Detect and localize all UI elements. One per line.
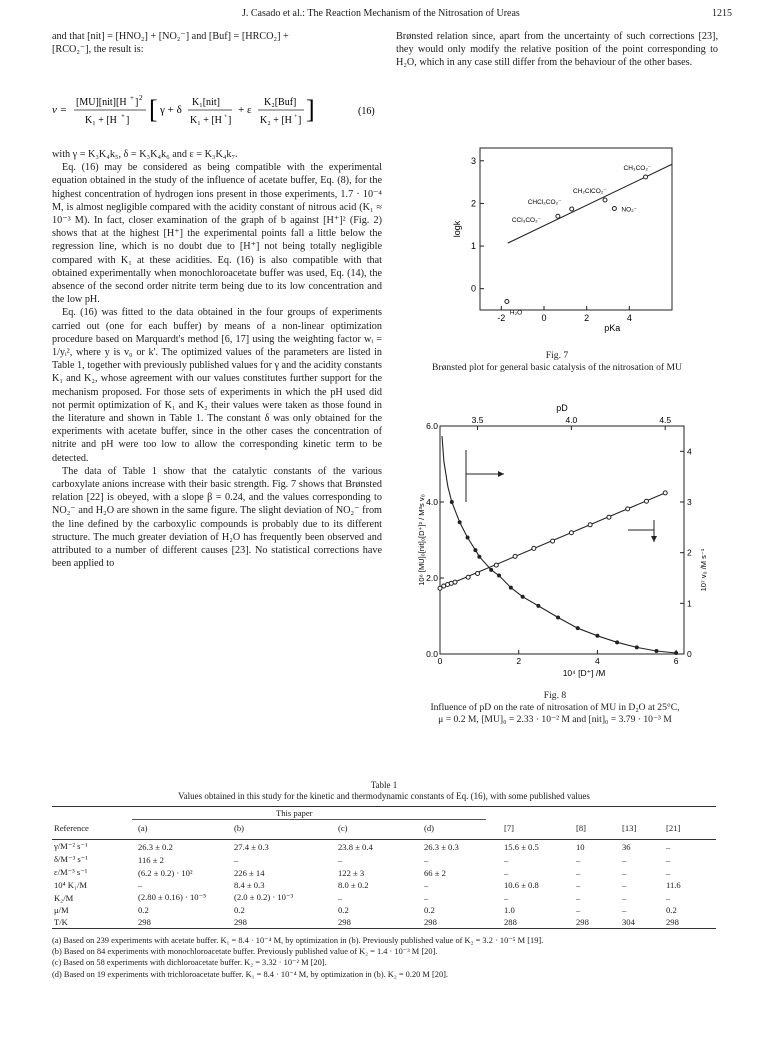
open-data-point	[438, 586, 442, 590]
svg-text:[: [	[149, 95, 158, 124]
table-cell: –	[576, 867, 581, 878]
figure-7-caption	[396, 350, 718, 374]
table-cell: 27.4 ± 0.3	[234, 841, 269, 852]
open-data-point	[476, 571, 480, 575]
left-axis-label: 10⁸ [MU]₀[nit]₀[D⁺]² / M³s v₀	[417, 494, 426, 586]
figure-7-bronsted-plot	[440, 142, 680, 342]
bottom-tick-label: 4	[595, 656, 600, 666]
svg-text:K₁[nit]: K₁[nit]	[192, 97, 220, 108]
table-header-cell: Reference	[52, 819, 136, 840]
arrow-head	[651, 536, 657, 542]
text-line: [RCO₂⁻], the result is:	[52, 44, 144, 56]
table-cell: –	[424, 854, 429, 865]
left-tick-label: 4.0	[426, 497, 438, 507]
equation-16	[52, 85, 382, 133]
table-1-caption-text: Values obtained in this study for the kinetic and thermodynamic constants of Eq. (16), with some published values	[178, 791, 590, 801]
table-header-cell: (a)	[136, 819, 232, 840]
filled-data-point	[595, 634, 599, 638]
table-cell: 304	[622, 917, 635, 927]
svg-text:]: ]	[135, 97, 139, 108]
table-cell: 298	[338, 917, 351, 927]
open-data-point	[494, 563, 498, 567]
table-cell: –	[424, 892, 429, 903]
table-cell: –	[576, 905, 581, 915]
filled-data-point	[635, 645, 639, 649]
arrow-head	[498, 471, 504, 477]
table-row	[52, 879, 716, 891]
table-cell: 298	[424, 917, 437, 927]
text-line: and that [nit] = [HNO₂] + [NO₂⁻] and [Buf] = [HRCO₂] +	[52, 31, 289, 42]
open-data-point	[626, 507, 630, 511]
filled-data-point	[509, 586, 513, 590]
left-tick-label: 2.0	[426, 573, 438, 583]
table-cell: 8.4 ± 0.3	[234, 880, 265, 890]
table-row	[52, 891, 716, 904]
table-header-cell: [8]	[574, 819, 620, 840]
equation-number: (16)	[358, 106, 375, 117]
table-cell: –	[622, 892, 627, 903]
table-cell: 10.6 ± 0.8	[504, 880, 539, 890]
table-cell: δ/M⁻³ s⁻¹	[54, 854, 88, 864]
table-row	[52, 853, 716, 866]
table-footnote: (b) Based on 84 experiments with monochloroacetate buffer. Previously published value of K₂ = 1.4 · 10⁻³ M [20].	[52, 947, 438, 957]
filled-data-point	[497, 573, 501, 577]
paragraph: The data of Table 1 show that the catalytic constants of the various carboxylate anions increase with their basic strength. Fig. 7 shows that Brønsted relation [22] is obeyed, with a slope β = 0.24, and the values corresponding to NO₂⁻ and H₂O are shown in the same figure. The slight deviation of NO₂⁻ from the line defined by the carboxylic compounds is probably due to its different structure. The much greater deviation of H₂O has frequently been observed and attributed to a number of different causes [23]. No statistical corrections have been applied to	[52, 465, 382, 570]
filled-data-point	[674, 651, 678, 655]
x-tick-label: 0	[541, 313, 547, 323]
table-row	[52, 904, 716, 916]
filled-data-point	[615, 640, 619, 644]
table-cell: –	[622, 905, 627, 915]
table-header-cell: (c)	[336, 819, 422, 840]
table-cell: 8.0 ± 0.2	[338, 880, 369, 890]
decay-curve	[442, 436, 676, 653]
svg-text:K₁ + [H: K₁ + [H	[190, 115, 222, 126]
open-data-point	[607, 515, 611, 519]
table-1-footnotes	[52, 935, 716, 980]
bottom-tick-label: 2	[516, 656, 522, 666]
table-cell: 0.2	[234, 905, 245, 915]
paragraph: Eq. (16) may be considered as being compatible with the experimental equation obtained in the study of the influence of acetate buffer, Eq. (8), for the highest concentration of hydrogen ions present in those experiments, 1.7 · 10⁻⁴ M, is almost negligible compared with the acidity constant of nitrous acid (K₁ ≈ 10⁻³ M). In fact, closer examination of the graph of b against [H⁺]² (Fig. 2) shows that at the highest [H⁺] the experimental points fall a little below the regression line, which is no doubt due to [H⁺] not being totally negligible compared with K₁ at these acidities. Eq. (16) is also compatible with that obtained experimentally when monochloroacetate buffer was used, Eq. (14), the absence of the second order nitrite term being due to its low concentration and the low pH.	[52, 162, 382, 306]
this-paper-label: This paper	[276, 808, 313, 818]
data-point	[570, 207, 574, 211]
right-tick-label: 2	[687, 547, 692, 558]
table-cell: –	[622, 867, 627, 878]
data-point	[603, 198, 607, 202]
table-cell: 36	[622, 841, 631, 852]
table-cell: 10	[576, 841, 585, 852]
table-cell: (2.0 ± 0.2) · 10⁻³	[234, 892, 294, 902]
top-tick-label: 3.5	[471, 415, 484, 425]
point-label: CH₃CO₂⁻	[623, 164, 652, 172]
bottom-tick-label: 0	[437, 656, 443, 666]
filled-data-point	[473, 548, 477, 552]
table-cell: 23.8 ± 0.4	[338, 841, 373, 852]
y-tick-label: 1	[470, 241, 476, 252]
table-cell: 0.2	[424, 905, 435, 915]
point-label: NO₂⁻	[621, 206, 638, 214]
table-cell: –	[666, 892, 671, 903]
open-data-point	[663, 491, 667, 495]
left-column-top	[52, 30, 382, 56]
point-label: CCl₃CO₂⁻	[511, 217, 542, 225]
open-data-point	[551, 539, 555, 543]
filled-data-point	[489, 568, 493, 572]
figure-8-caption	[380, 690, 730, 726]
table-cell: –	[504, 854, 509, 865]
x-tick-label: 4	[626, 313, 632, 323]
table-cell: –	[666, 841, 671, 852]
svg-text:+: +	[294, 114, 298, 120]
table-cell: –	[576, 880, 581, 890]
y-tick-label: 3	[470, 155, 476, 166]
left-tick-label: 6.0	[426, 421, 438, 431]
data-point	[644, 175, 648, 179]
right-tick-label: 3	[687, 497, 692, 507]
svg-text:]: ]	[228, 115, 232, 126]
top-tick-label: 4.0	[565, 415, 578, 425]
bottom-tick-label: 6	[673, 656, 679, 666]
svg-text:]: ]	[306, 95, 315, 124]
table-cell: 0.2	[338, 905, 349, 915]
table-cell: μ/M	[54, 905, 69, 915]
svg-text:K₂[Buf]: K₂[Buf]	[264, 97, 297, 108]
table-cell: –	[504, 867, 509, 878]
paragraph: Brønsted relation since, apart from the uncertainty of such corrections [23], they would only modify the relative position of the point corresponding to H₂O, which in any case still differ from the behaviour of the other bases.	[396, 31, 718, 69]
svg-text:K₂ + [H: K₂ + [H	[260, 115, 292, 126]
table-cell: T/K	[54, 917, 68, 927]
figure-8-caption-line: Influence of pD on the rate of nitrosation of MU in D₂O at 25°C,	[430, 702, 680, 713]
table-cell: ε/M⁻³ s⁻¹	[54, 867, 88, 877]
table-cell: K₂/M	[54, 892, 74, 903]
right-tick-label: 0	[687, 649, 692, 659]
table-header-row	[52, 819, 716, 840]
table-cell: 226 ± 14	[234, 867, 265, 878]
left-tick-label: 0.0	[426, 649, 438, 659]
table-cell: 26.3 ± 0.3	[424, 841, 459, 852]
svg-text:+: +	[130, 94, 134, 102]
filled-data-point	[466, 535, 470, 539]
table-header-cell: (b)	[232, 819, 336, 840]
table-cell: 66 ± 2	[424, 867, 446, 878]
svg-text:+: +	[224, 114, 228, 120]
open-data-point	[466, 575, 470, 579]
table-cell: 15.6 ± 0.5	[504, 841, 539, 852]
open-data-point	[453, 580, 457, 584]
filled-data-point	[556, 616, 560, 620]
bottom-axis-label: 10⁴ [D⁺] /M	[562, 668, 606, 678]
table-cell: –	[622, 854, 627, 865]
table-cell: –	[338, 892, 343, 903]
data-point	[505, 299, 509, 303]
table-footnote: (a) Based on 239 experiments with acetate buffer. K₁ = 8.4 · 10⁻⁴ M, by optimization in (b). Previously published value of K₂ = 3.2 · 10⁻⁵ M [19].	[52, 936, 544, 945]
svg-text:2: 2	[139, 94, 143, 102]
top-axis-label: pD	[556, 403, 568, 413]
table-cell: 288	[504, 917, 517, 927]
right-column-text	[396, 30, 718, 70]
table-cell: 298	[138, 917, 151, 927]
open-data-point	[569, 531, 573, 535]
table-footnote: (c) Based on 58 experiments with dichloroacetate buffer. K₂ = 3.32 · 10⁻² M [20].	[52, 958, 327, 968]
x-tick-label: -2	[497, 313, 506, 323]
table-1	[52, 806, 716, 980]
table-cell: 0.2	[138, 905, 149, 915]
point-label: CHCl₂CO₂⁻	[527, 198, 562, 206]
figure-8-label: Fig. 8	[543, 690, 567, 701]
figure-7-caption-text: Brønsted plot for general basic catalysis of the nitrosation of MU	[432, 362, 682, 373]
open-data-point	[644, 499, 648, 503]
table-cell: 298	[234, 917, 247, 927]
table-cell: –	[234, 854, 239, 865]
open-data-point	[532, 546, 536, 550]
filled-data-point	[450, 500, 454, 504]
table-cell: 116 ± 2	[138, 854, 164, 865]
table-1-caption	[52, 780, 716, 802]
point-label: CH₂ClCO₂⁻	[573, 188, 607, 196]
svg-text:+ ε: + ε	[238, 104, 252, 116]
filled-data-point	[521, 595, 525, 599]
right-axis-label: 10⁷ v₀ /M s⁻¹	[699, 548, 708, 592]
svg-text:v =: v =	[52, 104, 68, 116]
table-footnote: (d) Based on 19 experiments with trichloroacetate buffer. K₁ = 8.4 · 10⁻⁴ M, by optimization in (b). K₂ = 0.20 M [20].	[52, 969, 449, 979]
right-tick-label: 1	[687, 598, 692, 609]
y-axis-label: logk	[452, 220, 462, 238]
page-number: 1215	[712, 8, 732, 19]
table-cell: –	[138, 880, 143, 890]
data-point	[612, 207, 616, 211]
paragraph: Eq. (16) was fitted to the data obtained in the four groups of experiments carried out (one for each buffer) by means of a non-linear optimization procedure based on Marquardt's method [6, 17] using the weighting factor wᵢ = 1/yᵢ², where y is v₀ or k'. The optimized values of the parameters are listed in Table 1, together with previously published values for γ and the acidity constants K₁ and K₂, whose agreement with our values constitutes further support for the mechanism proposed. For those sets of experiments in which the pH used did not permit optimization of K₁ and K₂ their values were taken as those found in the literature and shown in Table 1. The constant δ was only obtained for the experiments with acetate buffer, since in the other cases the concentration of nitrite and pH were too low to allow the corresponding kinetic term to be detected.	[52, 307, 382, 464]
table-cell: –	[622, 880, 627, 890]
table-cell: γ/M⁻² s⁻¹	[54, 841, 88, 851]
table-1-grid	[52, 819, 716, 928]
table-header-cell: (d)	[422, 819, 502, 840]
table-row	[52, 866, 716, 879]
open-data-point	[588, 523, 592, 527]
table-header-cell: [13]	[620, 819, 664, 840]
x-axis-label: pKa	[604, 323, 621, 333]
point-label: H₂O	[509, 309, 523, 317]
svg-text:[MU][nit][H: [MU][nit][H	[76, 97, 127, 108]
table-cell: (6.2 ± 0.2) · 10²	[138, 867, 193, 878]
table-cell: –	[504, 892, 509, 903]
table-cell: 0.2	[666, 905, 677, 915]
filled-data-point	[477, 555, 481, 559]
table-cell: 26.3 ± 0.2	[138, 841, 173, 852]
table-row	[52, 840, 716, 854]
table-header-cell: [7]	[502, 819, 574, 840]
table-cell: 1.0	[504, 905, 515, 915]
table-cell: –	[666, 854, 671, 865]
svg-text:]: ]	[126, 115, 130, 126]
filled-data-point	[576, 626, 580, 630]
left-column-body	[52, 148, 382, 571]
y-tick-label: 2	[470, 198, 476, 209]
svg-text:+: +	[121, 112, 125, 120]
table-header-cell: [21]	[664, 819, 716, 840]
table-cell: –	[666, 867, 671, 878]
filled-data-point	[458, 520, 462, 524]
svg-text:]: ]	[298, 115, 302, 126]
table-cell: 122 ± 3	[338, 867, 365, 878]
table-cell: (2.80 ± 0.16) · 10⁻⁵	[138, 892, 207, 902]
table-cell: –	[424, 880, 429, 890]
table-1-label: Table 1	[370, 780, 398, 790]
table-cell: –	[576, 892, 581, 903]
table-cell: 11.6	[666, 880, 681, 890]
data-point	[556, 214, 560, 218]
table-cell: –	[576, 854, 581, 865]
table-cell: 298	[666, 917, 679, 927]
table-cell: –	[338, 854, 343, 865]
figure-7-label: Fig. 7	[545, 350, 569, 361]
y-tick-label: 0	[470, 283, 476, 294]
table-cell: 10⁴ K₁/M	[54, 880, 87, 890]
svg-text:K₁ + [H: K₁ + [H	[85, 115, 117, 126]
open-data-point	[513, 554, 517, 558]
right-tick-label: 4	[687, 446, 692, 457]
filled-data-point	[536, 604, 540, 608]
figure-8-caption-line: μ = 0.2 M, [MU]₀ = 2.33 · 10⁻² M and [nit]₀ = 3.79 · 10⁻³ M	[438, 714, 672, 725]
filled-data-point	[654, 649, 658, 653]
text-line: with γ = K₃K₄k₅, δ = K₃K₄k₆ and ε = K₃K₄k₇.	[52, 149, 238, 160]
plot-frame	[480, 148, 672, 310]
svg-text:γ + δ: γ + δ	[160, 104, 182, 116]
top-tick-label: 4.5	[659, 415, 672, 425]
table-row	[52, 916, 716, 928]
table-cell: 298	[576, 917, 589, 927]
figure-8-pd-plot	[408, 402, 718, 682]
running-title: J. Casado et al.: The Reaction Mechanism of the Nitrosation of Ureas	[242, 8, 520, 19]
x-tick-label: 2	[584, 313, 590, 323]
